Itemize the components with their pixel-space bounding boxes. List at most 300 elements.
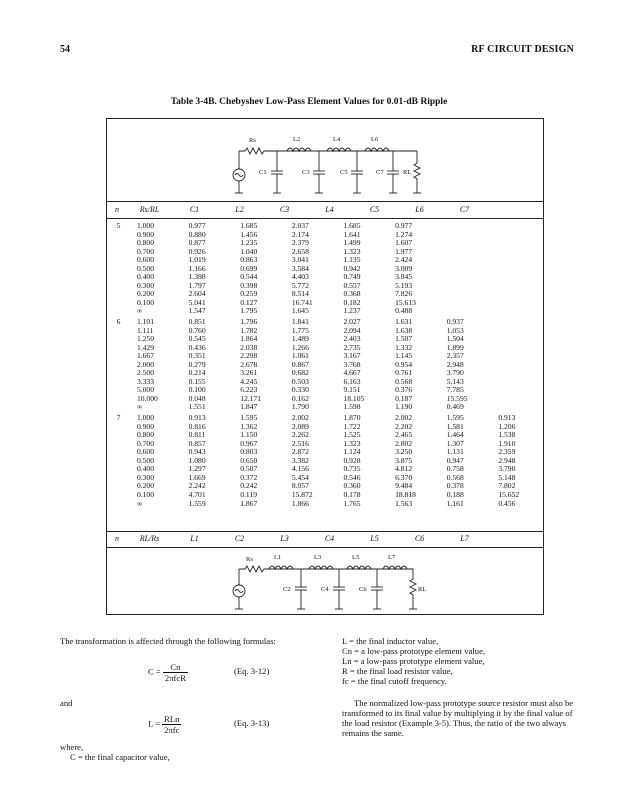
- table-cell: 5.000: [136, 385, 155, 395]
- table-cell: 0.863: [240, 255, 258, 265]
- table-cell: [491, 222, 543, 231]
- table-cell: 1.332: [395, 342, 413, 352]
- table-cell: 3.009: [395, 263, 413, 273]
- table-cell: 0.735: [343, 464, 361, 474]
- table-cell: 1.559: [188, 498, 206, 508]
- table-cell: 0.867: [291, 359, 309, 369]
- table-cell: 3.333: [136, 376, 155, 386]
- table-cell: 4.245: [240, 376, 258, 386]
- table-cell: [491, 378, 543, 387]
- table-cell: 0.947: [446, 455, 464, 465]
- table-cell: [491, 290, 543, 299]
- table-caption: Table 3-4B. Chebyshev Low-Pass Element Values for 0.01-dB Ripple: [170, 97, 448, 107]
- label-c3: C3: [302, 169, 310, 176]
- label-l3: L3: [314, 554, 322, 561]
- table-cell: 1.645: [291, 306, 309, 316]
- table-cell: 1.297: [188, 464, 206, 474]
- table-cell: [440, 299, 492, 308]
- table-cell: 7.802: [498, 481, 516, 491]
- order-cell: [107, 403, 130, 412]
- table-cell: 0.700: [136, 246, 155, 256]
- table-cell: 3.768: [343, 359, 361, 369]
- column-header: Rs/RL: [139, 205, 160, 214]
- eq1-fraction: [163, 662, 188, 683]
- table-cell: 1.899: [446, 342, 464, 352]
- def-ln: Ln = a low-pass prototype element value,: [342, 656, 485, 666]
- table-cell: 0.544: [240, 272, 258, 282]
- table-cell: 3.250: [395, 447, 413, 457]
- table-cell: 1.638: [395, 325, 413, 335]
- table-row: [107, 474, 543, 483]
- table-row: [107, 412, 543, 423]
- label-l4: L4: [333, 136, 341, 143]
- table-cell: 0.182: [343, 297, 361, 307]
- column-header: C6: [414, 534, 425, 543]
- table-cell: 1.551: [188, 402, 206, 412]
- table-cell: 4.156: [291, 464, 309, 474]
- order-cell: [107, 248, 130, 257]
- table-cell: 1.841: [291, 317, 309, 327]
- table-cell: 0.857: [188, 438, 206, 448]
- rule: [107, 547, 543, 548]
- table-cell: 0.545: [188, 334, 206, 344]
- table-cell: 0.507: [240, 464, 258, 474]
- table-cell: 1.124: [343, 447, 361, 457]
- table-cell: 0.300: [136, 472, 155, 482]
- table-cell: 1.631: [395, 317, 413, 327]
- order-cell: [107, 290, 130, 299]
- table-cell: 2.379: [291, 238, 309, 248]
- table-cell: 1.977: [395, 246, 413, 256]
- table-cell: 0.928: [343, 455, 361, 465]
- table-cell: 1.669: [188, 472, 206, 482]
- table-cell: 5.772: [291, 280, 309, 290]
- table-cell: 1.598: [343, 402, 361, 412]
- order-cell: [107, 395, 130, 404]
- table-cell: 0.188: [446, 489, 464, 499]
- table-cell: 1.080: [188, 455, 206, 465]
- table-cell: 1.166: [188, 263, 206, 273]
- label-rs: Rs: [249, 137, 256, 144]
- table-cell: [440, 231, 492, 240]
- table-cell: 7.826: [395, 289, 413, 299]
- table-cell: 1.525: [343, 430, 361, 440]
- table-cell: 0.400: [136, 464, 155, 474]
- order-cell: [107, 457, 130, 466]
- rule: [107, 531, 543, 532]
- table-cell: 1.782: [240, 325, 258, 335]
- column-header: L7: [460, 534, 469, 543]
- order-cell: 7: [116, 413, 121, 423]
- bottom-circuit-diagram: [107, 549, 543, 613]
- table-cell: 2.038: [240, 342, 258, 352]
- column-header: n: [115, 205, 119, 214]
- table-cell: 0.977: [188, 221, 206, 230]
- table-cell: 1.101: [136, 317, 155, 327]
- label-c7: C7: [376, 169, 384, 176]
- table-cell: 0.943: [188, 447, 206, 457]
- table-cell: 1.237: [343, 306, 361, 316]
- table-cell: [491, 403, 543, 412]
- table-row: [107, 500, 543, 509]
- table-cell: 0.376: [395, 385, 413, 395]
- table-row: [107, 273, 543, 282]
- table-cell: 2.002: [395, 413, 413, 423]
- table-cell: 16.741: [291, 297, 313, 307]
- eq1-lhs: C =: [148, 666, 161, 677]
- table-cell: 0.330: [291, 385, 309, 395]
- table-cell: 6.223: [240, 385, 258, 395]
- table-cell: 1.250: [136, 334, 155, 344]
- table-cell: 0.568: [446, 472, 464, 482]
- table-cell: [491, 273, 543, 282]
- order-cell: [107, 256, 130, 265]
- table-row: [107, 352, 543, 361]
- table-cell: 1.607: [395, 238, 413, 248]
- table-cell: 2.802: [395, 438, 413, 448]
- intro-text: The transformation is affected through the following formulas:: [60, 636, 276, 646]
- table-cell: 0.259: [240, 289, 258, 299]
- running-head: RF CIRCUIT DESIGN: [471, 44, 574, 55]
- table-row: [107, 395, 543, 404]
- table-cell: 1.489: [291, 334, 309, 344]
- table-cell: 0.400: [136, 272, 155, 282]
- order-cell: [107, 282, 130, 291]
- table-cell: 8.057: [291, 481, 309, 491]
- table-cell: 0.162: [291, 393, 309, 403]
- element-value-table: [107, 222, 543, 508]
- table-cell: 1.362: [240, 421, 258, 431]
- table-cell: 1.040: [240, 246, 258, 256]
- order-cell: [107, 482, 130, 491]
- table-row: [107, 369, 543, 378]
- table-cell: 1.795: [240, 306, 258, 316]
- table-cell: [491, 335, 543, 344]
- table-cell: 1.323: [343, 246, 361, 256]
- table-cell: 2.002: [291, 413, 309, 423]
- table-cell: [491, 299, 543, 308]
- table-cell: 0.500: [136, 455, 155, 465]
- def-cn: Cn = a low-pass prototype element value,: [342, 646, 486, 656]
- table-cell: 0.557: [343, 280, 361, 290]
- table-cell: 0.913: [188, 413, 206, 423]
- table-cell: 1.429: [136, 342, 155, 352]
- eq2-denominator: 2πfc: [164, 725, 180, 735]
- order-cell: [107, 352, 130, 361]
- table-cell: 0.851: [188, 317, 206, 327]
- table-cell: 0.877: [188, 238, 206, 248]
- table-cell: 15.652: [498, 489, 520, 499]
- table-cell: 5.143: [446, 376, 464, 386]
- table-cell: 2.298: [240, 351, 258, 361]
- table-cell: 1.507: [395, 334, 413, 344]
- table-cell: 1.161: [446, 498, 464, 508]
- table-cell: 1.235: [240, 238, 258, 248]
- table-cell: 0.456: [498, 498, 516, 508]
- column-header: L5: [370, 534, 379, 543]
- table-cell: 2.403: [343, 334, 361, 344]
- table-cell: [491, 361, 543, 370]
- label-l6: L6: [371, 136, 379, 143]
- label-c4: C4: [321, 586, 329, 593]
- table-row: [107, 423, 543, 432]
- label-rl: RL: [403, 169, 412, 176]
- table-cell: 1.000: [136, 413, 155, 423]
- table-cell: 0.200: [136, 289, 155, 299]
- order-cell: [107, 491, 130, 500]
- table-cell: 0.967: [240, 438, 258, 448]
- column-header: C5: [369, 205, 380, 214]
- table-cell: 1.456: [240, 229, 258, 239]
- column-header: L4: [325, 205, 334, 214]
- eq2-fraction: [162, 714, 181, 735]
- table-row: [107, 290, 543, 299]
- table-cell: 1.581: [446, 421, 464, 431]
- table-cell: 2.424: [395, 255, 413, 265]
- table-cell: 0.469: [446, 402, 464, 412]
- table-cell: 8.514: [291, 289, 309, 299]
- column-header: L2: [235, 205, 244, 214]
- label-c2: C2: [283, 586, 291, 593]
- table-cell: 1.000: [136, 221, 155, 230]
- table-cell: 0.300: [136, 280, 155, 290]
- table-cell: [440, 248, 492, 257]
- table-cell: 0.360: [343, 481, 361, 491]
- table-cell: 1.019: [188, 255, 206, 265]
- table-cell: 0.650: [240, 455, 258, 465]
- table-cell: 2.948: [446, 359, 464, 369]
- table-cell: 18.818: [395, 489, 416, 499]
- table-cell: 0.600: [136, 255, 155, 265]
- table-cell: 0.200: [136, 481, 155, 491]
- column-header: C1: [189, 205, 200, 214]
- table-cell: ∞: [136, 498, 143, 508]
- table-cell: 0.368: [343, 289, 361, 299]
- table-cell: 12.171: [240, 393, 262, 403]
- table-cell: 1.547: [188, 306, 206, 316]
- paragraph: The normalized low-pass prototype source resistor must also be transformed to its final value by multiplying it by the final value of the load resistor (Example 3-5). Thus, the ratio of the two always remains the same.: [342, 698, 574, 738]
- table-cell: 5.041: [188, 297, 206, 307]
- table-cell: 0.977: [395, 221, 413, 230]
- table-cell: 1.150: [240, 430, 258, 440]
- table-cell: 0.682: [291, 368, 309, 378]
- where-text: where,: [60, 742, 84, 752]
- table-cell: [491, 239, 543, 248]
- eq2-lhs: L =: [148, 718, 160, 729]
- column-header: L6: [415, 205, 424, 214]
- table-cell: 0.503: [291, 376, 309, 386]
- label-l2: L2: [293, 136, 301, 143]
- right-column: [342, 636, 574, 738]
- table-cell: 5.454: [291, 472, 309, 482]
- top-circuit-diagram: [107, 127, 543, 197]
- table-cell: 1.538: [498, 430, 516, 440]
- table-cell: 0.937: [446, 317, 464, 327]
- order-cell: [107, 423, 130, 432]
- table-cell: 1.145: [395, 351, 413, 361]
- label-l7: L7: [388, 554, 396, 561]
- table-row: [107, 482, 543, 491]
- table-cell: 1.111: [136, 325, 154, 335]
- table-cell: 1.274: [395, 229, 413, 239]
- table-cell: 0.803: [240, 447, 258, 457]
- table-cell: 2.174: [291, 229, 309, 239]
- and-text: and: [60, 698, 73, 708]
- table-cell: 3.382: [291, 455, 309, 465]
- table-cell: 0.378: [446, 481, 464, 491]
- table-cell: 0.187: [395, 393, 413, 403]
- table-cell: 2.658: [291, 246, 309, 256]
- table-cell: 1.190: [395, 402, 413, 412]
- order-cell: [107, 327, 130, 336]
- order-cell: [107, 344, 130, 353]
- table-cell: 0.100: [136, 297, 155, 307]
- table-row: [107, 265, 543, 274]
- table-cell: 1.796: [240, 317, 258, 327]
- table-row: [107, 457, 543, 466]
- order-cell: [107, 500, 130, 509]
- table-cell: 4.812: [395, 464, 413, 474]
- table-row: [107, 403, 543, 412]
- order-cell: [107, 474, 130, 483]
- table-cell: 0.568: [395, 376, 413, 386]
- eq1-numerator: Cn: [163, 662, 188, 673]
- table-cell: 0.546: [343, 472, 361, 482]
- table-row: [107, 231, 543, 240]
- equation-3-13: [148, 714, 181, 735]
- table-cell: [491, 344, 543, 353]
- table-cell: 2.465: [395, 430, 413, 440]
- table-cell: 2.037: [291, 221, 309, 230]
- table-cell: 0.127: [240, 297, 258, 307]
- table-cell: 2.678: [240, 359, 258, 369]
- table-cell: 3.261: [240, 368, 258, 378]
- table-cell: 2.359: [498, 447, 516, 457]
- table-cell: [440, 307, 492, 316]
- table-cell: 1.866: [291, 498, 309, 508]
- table-cell: 0.279: [188, 359, 206, 369]
- order-cell: 6: [116, 317, 121, 327]
- column-header: n: [115, 534, 119, 543]
- table-cell: 1.685: [343, 221, 361, 230]
- table-cell: 10.000: [136, 393, 158, 403]
- table-cell: 0.900: [136, 421, 155, 431]
- table-row: [107, 282, 543, 291]
- table-cell: 0.954: [395, 359, 413, 369]
- table-row: [107, 307, 543, 316]
- table-row: [107, 491, 543, 500]
- table-cell: 1.685: [240, 221, 258, 230]
- order-cell: [107, 299, 130, 308]
- table-cell: 2.735: [343, 342, 361, 352]
- page-number: 54: [60, 44, 70, 55]
- table-cell: [491, 248, 543, 257]
- table-cell: [491, 327, 543, 336]
- table-row: [107, 378, 543, 387]
- bottom-header-row: [107, 534, 543, 546]
- table-row: [107, 327, 543, 336]
- table-cell: 0.100: [136, 489, 155, 499]
- table-cell: 2.242: [188, 481, 206, 491]
- table-cell: 1.061: [291, 351, 309, 361]
- table-cell: [491, 282, 543, 291]
- table-row: [107, 239, 543, 248]
- table-row: [107, 316, 543, 327]
- top-header-row: [107, 205, 543, 217]
- eq2-numerator: RLn: [162, 714, 181, 725]
- table-cell: 2.000: [136, 359, 155, 369]
- table-cell: 0.926: [188, 246, 206, 256]
- label-rl-bottom: RL: [418, 586, 427, 593]
- table-cell: 0.811: [188, 430, 206, 440]
- table-cell: 15.613: [395, 297, 416, 307]
- table-row: [107, 335, 543, 344]
- table-cell: ∞: [136, 402, 143, 412]
- def-c: C = the final capacitor value,: [70, 752, 170, 762]
- table-cell: 2.500: [136, 368, 155, 378]
- label-c5: C5: [340, 169, 348, 176]
- column-header: C3: [279, 205, 290, 214]
- def-fc: fc = the final cutoff frequency.: [342, 676, 447, 686]
- table-cell: 1.131: [446, 447, 464, 457]
- order-cell: [107, 369, 130, 378]
- table-cell: 1.722: [343, 421, 361, 431]
- eq2-label: (Eq. 3-13): [234, 718, 270, 728]
- table-cell: 2.948: [498, 455, 516, 465]
- order-cell: [107, 465, 130, 474]
- table-cell: 6.163: [343, 376, 361, 386]
- table-cell: 3.041: [291, 255, 309, 265]
- page-header: [60, 44, 574, 60]
- table-cell: [440, 273, 492, 282]
- table-cell: 1.847: [240, 402, 258, 412]
- eq1-denominator: 2πfcR: [164, 673, 186, 683]
- table-cell: 1.910: [498, 438, 516, 448]
- table-cell: 0.214: [188, 368, 206, 378]
- table-cell: 1.595: [240, 413, 258, 423]
- table-cell: 0.178: [343, 489, 361, 499]
- table-row: [107, 299, 543, 308]
- table-row: [107, 361, 543, 370]
- table-cell: 2.094: [343, 325, 361, 335]
- order-cell: [107, 386, 130, 395]
- table-cell: [440, 282, 492, 291]
- table-cell: 2.357: [446, 351, 464, 361]
- table-cell: 1.323: [343, 438, 361, 448]
- table-cell: 1.053: [446, 325, 464, 335]
- table-cell: 15.595: [446, 393, 468, 403]
- table-cell: 3.167: [343, 351, 361, 361]
- table-cell: [491, 395, 543, 404]
- table-cell: 1.464: [446, 430, 464, 440]
- table-cell: 1.307: [446, 438, 464, 448]
- table-cell: 0.913: [498, 413, 516, 423]
- table-cell: [491, 256, 543, 265]
- table-cell: 0.758: [446, 464, 464, 474]
- table-cell: [440, 265, 492, 274]
- table-cell: 2.202: [395, 421, 413, 431]
- column-header: RL/Rs: [139, 534, 160, 543]
- equation-3-12: [148, 662, 188, 683]
- table-cell: 0.155: [188, 376, 206, 386]
- table-cell: 0.816: [188, 421, 206, 431]
- table-cell: 2.089: [291, 421, 309, 431]
- table-cell: 7.785: [446, 385, 464, 395]
- table-cell: 3.790: [498, 464, 516, 474]
- table-row: [107, 248, 543, 257]
- table-cell: 2.872: [291, 447, 309, 457]
- table-cell: 0.488: [395, 306, 413, 316]
